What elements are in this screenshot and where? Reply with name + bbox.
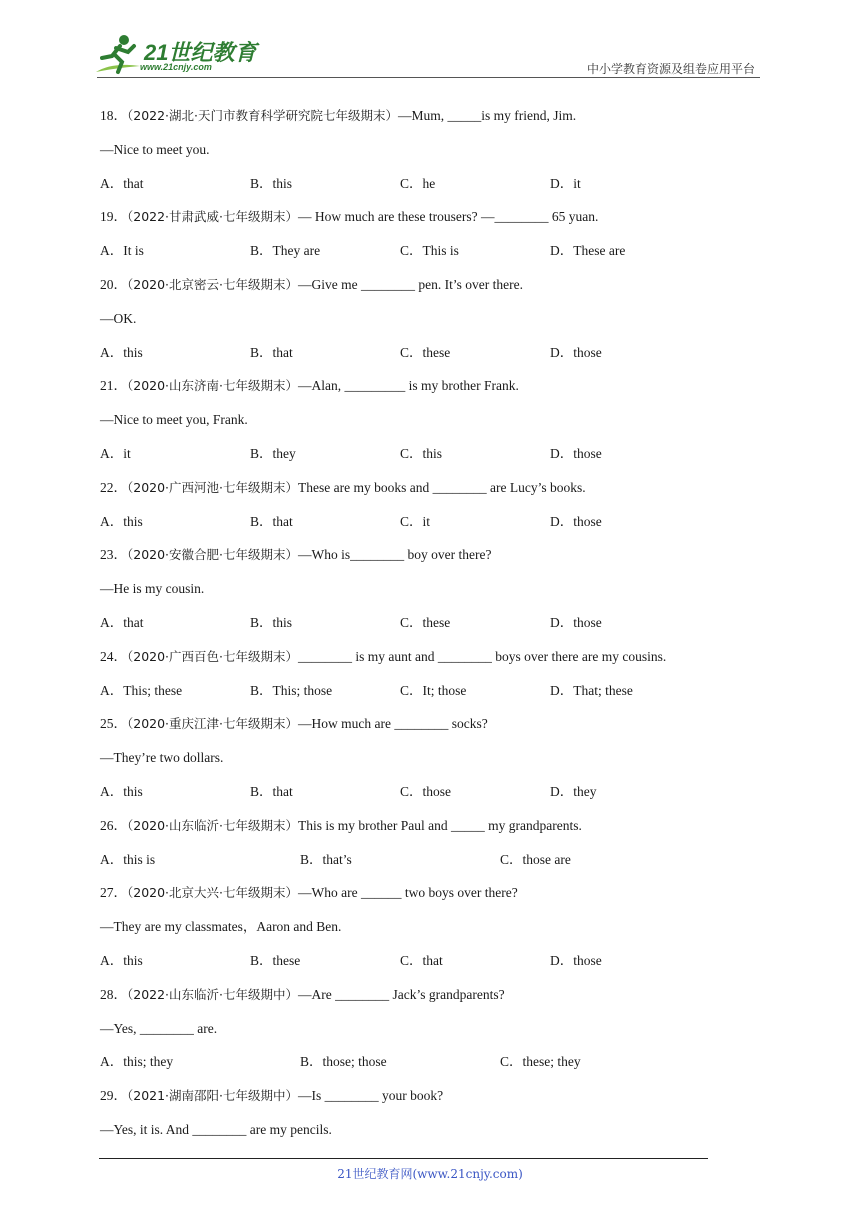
option-a[interactable]: A．This; these (100, 682, 183, 698)
question-stem (100, 478, 780, 512)
question-text: ________ is my aunt and ________ boys over there are my cousins. (298, 648, 667, 664)
question-source: （2022·湖北·天门市教育科学研究院七年级期末） (127, 108, 399, 123)
question-source: （2021·湖南邵阳·七年级期中） (127, 1088, 299, 1104)
option-b[interactable]: B．this (250, 175, 293, 191)
option-a[interactable]: A．this (100, 783, 143, 799)
question-stem (100, 985, 780, 1019)
question-number: 20． (100, 276, 127, 292)
question-stem (100, 106, 780, 140)
question-source: （2020·广西百色·七年级期末） (127, 648, 299, 664)
option-b[interactable]: B．that (250, 344, 293, 360)
dialogue-line: —Nice to meet you, Frank. (100, 412, 248, 428)
option-c[interactable]: C．that (400, 952, 443, 968)
question-source: （2020·安徽合肥·七年级期末） (127, 547, 299, 563)
site-logo[interactable] (92, 32, 262, 78)
option-a[interactable]: A．this; they (100, 1054, 174, 1070)
question-number: 24． (100, 648, 127, 664)
option-c[interactable]: C．those (400, 783, 452, 799)
answer-options (100, 1052, 780, 1086)
question-text: These are my books and ________ are Lucy’s books. (298, 479, 586, 495)
question-number: 22． (100, 479, 127, 495)
footer-link[interactable]: 21世纪教育网(www.21cnjy.com) (337, 1167, 523, 1181)
option-d[interactable]: D．those (550, 513, 602, 529)
option-b[interactable]: B．this (250, 614, 293, 630)
dialogue-line: —They are my classmates，Aaron and Ben. (100, 919, 342, 935)
option-d[interactable]: D．those (550, 614, 602, 630)
option-a[interactable]: A．this is (100, 851, 156, 867)
question-stem (100, 207, 780, 241)
answer-options (100, 613, 780, 647)
question-stem (100, 376, 780, 410)
question-number: 27． (100, 885, 127, 901)
option-b[interactable]: B．They are (250, 243, 321, 259)
question-text: —Give me ________ pen. It’s over there. (298, 276, 523, 292)
option-d[interactable]: D．they (550, 783, 597, 799)
question-stem (100, 714, 780, 748)
option-b[interactable]: B．these (250, 952, 301, 968)
answer-options (100, 512, 780, 546)
option-c[interactable]: C．those are (500, 851, 571, 867)
question-source: （2020·北京大兴·七年级期末） (127, 885, 299, 901)
question-source: （2020·重庆江津·七年级期末） (127, 716, 299, 732)
option-d[interactable]: D．those (550, 344, 602, 360)
question-text: —Who is________ boy over there? (298, 547, 492, 563)
question-source: （2020·广西河池·七年级期末） (127, 479, 299, 495)
question-text: —Are ________ Jack’s grandparents? (298, 986, 505, 1002)
option-d[interactable]: D．those (550, 445, 602, 461)
question-list (100, 106, 780, 1154)
question-source: （2022·甘肃武威·七年级期末） (127, 209, 299, 225)
option-a[interactable]: A．that (100, 175, 144, 191)
option-a[interactable]: A．this (100, 344, 143, 360)
question-stem (100, 545, 780, 579)
option-b[interactable]: B．This; those (250, 682, 333, 698)
option-d[interactable]: D．those (550, 952, 602, 968)
page-header (0, 0, 860, 80)
question-source: （2022·山东临沂·七年级期中） (127, 986, 299, 1002)
option-b[interactable]: B．they (250, 445, 296, 461)
question-number: 25． (100, 716, 127, 732)
question-number: 29． (100, 1088, 127, 1104)
question-number: 21． (100, 378, 127, 394)
logo-url: www.21cnjy.com (140, 62, 212, 72)
answer-options (100, 444, 780, 478)
option-c[interactable]: C．this (400, 445, 443, 461)
question-text: —Who are ______ two boys over there? (298, 885, 518, 901)
question-number: 18． (100, 108, 127, 123)
option-a[interactable]: A．this (100, 952, 143, 968)
question-text: — How much are these trousers? —________ 65 yuan. (298, 209, 599, 225)
option-a[interactable]: A．that (100, 614, 144, 630)
footer-divider (99, 1158, 708, 1159)
option-d[interactable]: D．it (550, 175, 581, 191)
question-text: This is my brother Paul and _____ my grandparents. (298, 817, 582, 833)
option-c[interactable]: C．This is (400, 243, 459, 259)
question-number: 26． (100, 817, 127, 833)
question-source: （2020·山东济南·七年级期末） (127, 378, 299, 394)
question-number: 19． (100, 209, 127, 225)
option-c[interactable]: C．It; those (400, 682, 467, 698)
dialogue-line: —They’re two dollars. (100, 750, 224, 766)
answer-options (100, 343, 780, 377)
header-divider (97, 77, 760, 78)
answer-options (100, 681, 780, 715)
option-a[interactable]: A．It is (100, 243, 144, 259)
option-d[interactable]: D．These are (550, 243, 626, 259)
question-source: （2020·北京密云·七年级期末） (127, 276, 299, 292)
question-stem (100, 1086, 780, 1120)
question-stem (100, 275, 780, 309)
question-stem (100, 816, 780, 850)
option-c[interactable]: C．it (400, 513, 431, 529)
platform-name: 中小学教育资源及组卷应用平台 (586, 62, 755, 76)
answer-options (100, 782, 780, 816)
dialogue-line: —Nice to meet you. (100, 141, 210, 157)
question-text: —Mum, _____is my friend, Jim. (398, 108, 577, 123)
option-d[interactable]: D．That; these (550, 682, 633, 698)
option-c[interactable]: C．these; they (500, 1054, 581, 1070)
question-stem (100, 883, 780, 917)
option-a[interactable]: A．this (100, 513, 143, 529)
answer-options (100, 951, 780, 985)
dialogue-line: —Yes, it is. And ________ are my pencils. (100, 1121, 332, 1137)
answer-options (100, 850, 780, 884)
answer-options (100, 241, 780, 275)
option-c[interactable]: C．these (400, 614, 451, 630)
dialogue-line: —OK. (100, 310, 137, 326)
question-stem (100, 647, 780, 681)
dialogue-line: —Yes, ________ are. (100, 1020, 218, 1036)
question-text: —How much are ________ socks? (298, 716, 488, 732)
question-number: 28． (100, 986, 127, 1002)
question-number: 23． (100, 547, 127, 563)
option-c[interactable]: C．these (400, 344, 451, 360)
option-b[interactable]: B．those; those (300, 1054, 387, 1070)
question-text: —Alan, _________ is my brother Frank. (298, 378, 519, 394)
question-text: —Is ________ your book? (298, 1088, 444, 1104)
option-b[interactable]: B．that (250, 783, 293, 799)
option-b[interactable]: B．that’s (300, 851, 352, 867)
logo-text: 21世纪教育 (144, 40, 257, 65)
option-a[interactable]: A．it (100, 445, 131, 461)
option-c[interactable]: C．he (400, 175, 436, 191)
question-source: （2020·山东临沂·七年级期末） (127, 817, 299, 833)
dialogue-line: —He is my cousin. (100, 581, 205, 597)
runner-logo-icon (92, 32, 144, 78)
option-b[interactable]: B．that (250, 513, 293, 529)
answer-options (100, 174, 780, 208)
